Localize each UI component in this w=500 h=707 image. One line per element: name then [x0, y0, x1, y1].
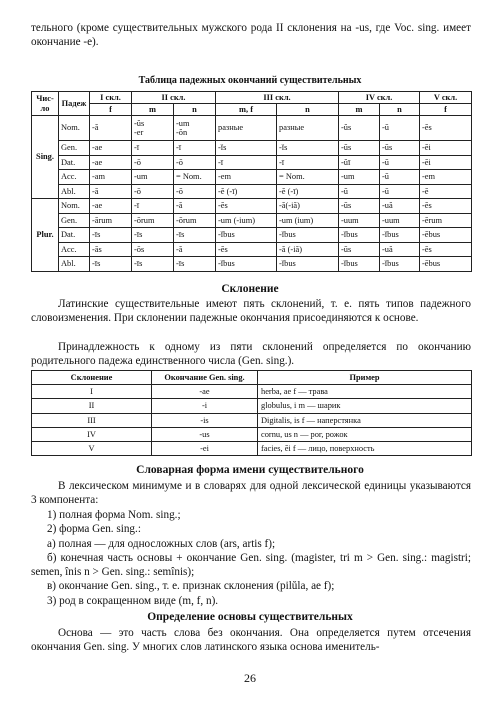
- declension-cell: III: [32, 413, 152, 427]
- table-row: [32, 213, 472, 228]
- t2-header-ending: Окончание Gen. sing.: [152, 371, 258, 385]
- list-item: 2) форма Gen. sing.:: [47, 523, 141, 536]
- header-decl-3: III скл.: [216, 92, 339, 104]
- ending-cell: -ēs: [216, 199, 277, 214]
- ending-cell: -ārum: [90, 213, 132, 228]
- ending-cell: -ās: [90, 242, 132, 257]
- header-number: Чис- ло: [32, 92, 59, 116]
- gender-header: m: [339, 104, 380, 116]
- list-item: 3) род в сокращенном виде (m, f, n).: [47, 594, 219, 607]
- table-row: [32, 155, 472, 170]
- ending-cell: разные: [277, 116, 339, 141]
- ending-cell: -ŭī: [339, 155, 380, 170]
- gender-header: n: [174, 104, 216, 116]
- case-label: Gen.: [59, 213, 90, 228]
- case-label: Abl.: [59, 184, 90, 199]
- ending-cell: -ĕ (-ī): [216, 184, 277, 199]
- ending-cell: -īs: [90, 228, 132, 243]
- header-decl-4: IV скл.: [339, 92, 420, 104]
- gender-header: m, f: [216, 104, 277, 116]
- ending-cell: -um (-ium): [216, 213, 277, 228]
- list-item: в) окончание Gen. sing., т. е. признак склонения (pilŭla, ae f);: [47, 580, 335, 593]
- ending-cell: -ă: [90, 116, 132, 141]
- ending-cell: -uă: [380, 199, 420, 214]
- ending-cell: -ēs: [420, 199, 472, 214]
- ending-cell: -ĭs: [216, 141, 277, 156]
- ending-cell: -ērum: [420, 213, 472, 228]
- ending-cell: -ĭbus: [277, 228, 339, 243]
- ending-cell: -ĭbus: [277, 257, 339, 272]
- table-row: [32, 427, 472, 441]
- declension-paragraph-2: Принадлежность к одному из пяти склонений определяется по окончанию родительного падежа единственного числа (Gen. sing.).: [31, 341, 471, 368]
- ending-cell: -uum: [380, 213, 420, 228]
- table-row: [32, 242, 472, 257]
- ending-cell: -um: [339, 170, 380, 185]
- example-cell: Digitalis, is f — наперстянка: [258, 413, 472, 427]
- ending-cell: = Nom.: [277, 170, 339, 185]
- declension-cell: I: [32, 385, 152, 399]
- gender-header: m: [132, 104, 174, 116]
- t2-header-declension: Склонение: [32, 371, 152, 385]
- ending-cell: -ē: [420, 184, 472, 199]
- ending-cell: -us: [152, 427, 258, 441]
- table-row: [32, 257, 472, 272]
- table-row: [32, 141, 472, 156]
- ending-cell: -ā: [90, 184, 132, 199]
- ending-cell: -ūs: [339, 199, 380, 214]
- ending-cell: -am: [90, 170, 132, 185]
- ending-cell: -īs: [174, 228, 216, 243]
- ending-cell: -uă: [380, 242, 420, 257]
- table-row: [32, 399, 472, 413]
- ending-cell: -ĭbus: [216, 257, 277, 272]
- ending-cell: -ū: [339, 184, 380, 199]
- ending-cell: -ae: [152, 385, 258, 399]
- stem-paragraph: Основа — это часть слова без окончания. Она определяется путем отсечения окончания Gen. sing. У многих слов латинского языка основа именитель-: [31, 627, 471, 654]
- case-label: Nom.: [59, 199, 90, 214]
- ending-cell: -ŭs: [339, 116, 380, 141]
- ending-cell: -i: [152, 399, 258, 413]
- number-label: Sing.: [32, 116, 59, 199]
- ending-cell: -ă: [174, 242, 216, 257]
- page-number: 26: [244, 671, 256, 685]
- ending-cell: -ū: [380, 184, 420, 199]
- ending-cell: -īs: [132, 228, 174, 243]
- ending-cell: -em: [420, 170, 472, 185]
- list-item: б) конечная часть основы + окончание Gen. sing. (magister, tri m > Gen. sing.: magistri; semen, înis n > Gen. sing.: semînis);: [31, 551, 471, 579]
- gender-header: n: [380, 104, 420, 116]
- gender-header: f: [90, 104, 132, 116]
- table-row: [32, 170, 472, 185]
- ending-cell: -ae: [90, 141, 132, 156]
- declension-cell: IV: [32, 427, 152, 441]
- ending-cell: -em: [216, 170, 277, 185]
- case-label: Acc.: [59, 170, 90, 185]
- ending-cell: -ŭs -er: [132, 116, 174, 141]
- table-row: [32, 184, 472, 199]
- gender-header: n: [277, 104, 339, 116]
- ending-cell: -um -ŏn: [174, 116, 216, 141]
- ending-cell: -ae: [90, 199, 132, 214]
- case-label: Abl.: [59, 257, 90, 272]
- ending-cell: -ō: [132, 155, 174, 170]
- declension-cell: II: [32, 399, 152, 413]
- ending-cell: -ō: [174, 184, 216, 199]
- ending-cell: -ĭbus: [339, 257, 380, 272]
- ending-cell: -ōs: [132, 242, 174, 257]
- ending-cell: -ĭbus: [339, 228, 380, 243]
- ending-cell: -ū: [380, 116, 420, 141]
- ending-cell: -ae: [90, 155, 132, 170]
- example-cell: globulus, i m — шарик: [258, 399, 472, 413]
- ending-cell: -ēi: [420, 141, 472, 156]
- table-row: [32, 116, 472, 141]
- header-decl-2: II скл.: [132, 92, 216, 104]
- table-row: [32, 385, 472, 399]
- declension-table: [31, 370, 472, 456]
- number-label: Plur.: [32, 199, 59, 272]
- ending-cell: -ă: [174, 199, 216, 214]
- table-row: [32, 442, 472, 456]
- ending-cell: -ēs: [420, 242, 472, 257]
- table1-caption: Таблица падежных окончаний существительных: [138, 75, 362, 86]
- table-row: [32, 199, 472, 214]
- ending-cell: -ō: [174, 155, 216, 170]
- ending-cell: -ēs: [216, 242, 277, 257]
- ending-cell: -īs: [132, 257, 174, 272]
- dictionary-form-paragraph: В лексическом минимуме и в словарях для одной лексической единицы указываются 3 компонента:: [31, 480, 471, 507]
- ending-cell: -ū: [380, 170, 420, 185]
- section-title-stem: Определение основы существительных: [147, 611, 353, 623]
- ending-cell: -um: [132, 170, 174, 185]
- ending-cell: -ēbus: [420, 257, 472, 272]
- section-title-dictionary-form: Словарная форма имени существительного: [136, 464, 364, 476]
- ending-cell: -ēbus: [420, 228, 472, 243]
- ending-cell: -ă (-iă): [277, 242, 339, 257]
- ending-cell: -ō: [132, 184, 174, 199]
- ending-cell: -ī: [277, 155, 339, 170]
- ending-cell: -ĭs: [277, 141, 339, 156]
- example-cell: cornu, us n — рог, рожок: [258, 427, 472, 441]
- list-item: а) полная — для односложных слов (ars, artis f);: [47, 537, 276, 550]
- case-label: Dat.: [59, 228, 90, 243]
- ending-cell: -īs: [90, 257, 132, 272]
- ending-cell: -ī: [132, 141, 174, 156]
- table-row: [32, 413, 472, 427]
- case-label: Acc.: [59, 242, 90, 257]
- ending-cell: -ū: [380, 155, 420, 170]
- ending-cell: -ă(-iă): [277, 199, 339, 214]
- case-endings-table: [31, 91, 472, 272]
- section-title-declension: Склонение: [221, 283, 279, 295]
- declension-paragraph-1: Латинские существительные имеют пять склонений, т. е. пять типов падежного словоизменения. При склонении падежные окончания присоединяются к основе.: [31, 298, 471, 325]
- ending-cell: -ĕ (-ī): [277, 184, 339, 199]
- ending-cell: -ei: [152, 442, 258, 456]
- ending-cell: -ēs: [420, 116, 472, 141]
- ending-cell: -uum: [339, 213, 380, 228]
- ending-cell: -is: [152, 413, 258, 427]
- ending-cell: -ēi: [420, 155, 472, 170]
- ending-cell: -ōrum: [174, 213, 216, 228]
- ending-cell: -ī: [132, 199, 174, 214]
- ending-cell: -ī: [216, 155, 277, 170]
- intro-paragraph: тельного (кроме существительных мужского рода II склонения на -us, где Voc. sing. имеет окончание -e).: [31, 22, 471, 49]
- t2-header-example: Пример: [258, 371, 472, 385]
- case-label: Gen.: [59, 141, 90, 156]
- ending-cell: разные: [216, 116, 277, 141]
- case-label: Dat.: [59, 155, 90, 170]
- components-list: [31, 508, 471, 608]
- ending-cell: -ōrum: [132, 213, 174, 228]
- ending-cell: -ūs: [339, 141, 380, 156]
- ending-cell: -īs: [174, 257, 216, 272]
- ending-cell: -um (ium): [277, 213, 339, 228]
- ending-cell: -ūs: [339, 242, 380, 257]
- list-item: 1) полная форма Nom. sing.;: [47, 509, 181, 521]
- header-decl-5: V скл.: [420, 92, 472, 104]
- header-decl-1: I скл.: [90, 92, 132, 104]
- example-cell: herba, ae f — трава: [258, 385, 472, 399]
- ending-cell: -ĭbus: [380, 257, 420, 272]
- example-cell: facies, ēi f — лицо, поверхность: [258, 442, 472, 456]
- gender-header: f: [420, 104, 472, 116]
- table-row: [32, 228, 472, 243]
- header-case: Падеж: [59, 92, 90, 116]
- declension-cell: V: [32, 442, 152, 456]
- ending-cell: = Nom.: [174, 170, 216, 185]
- ending-cell: -ī: [174, 141, 216, 156]
- ending-cell: -ĭbus: [380, 228, 420, 243]
- ending-cell: -ūs: [380, 141, 420, 156]
- ending-cell: -ĭbus: [216, 228, 277, 243]
- case-label: Nom.: [59, 116, 90, 141]
